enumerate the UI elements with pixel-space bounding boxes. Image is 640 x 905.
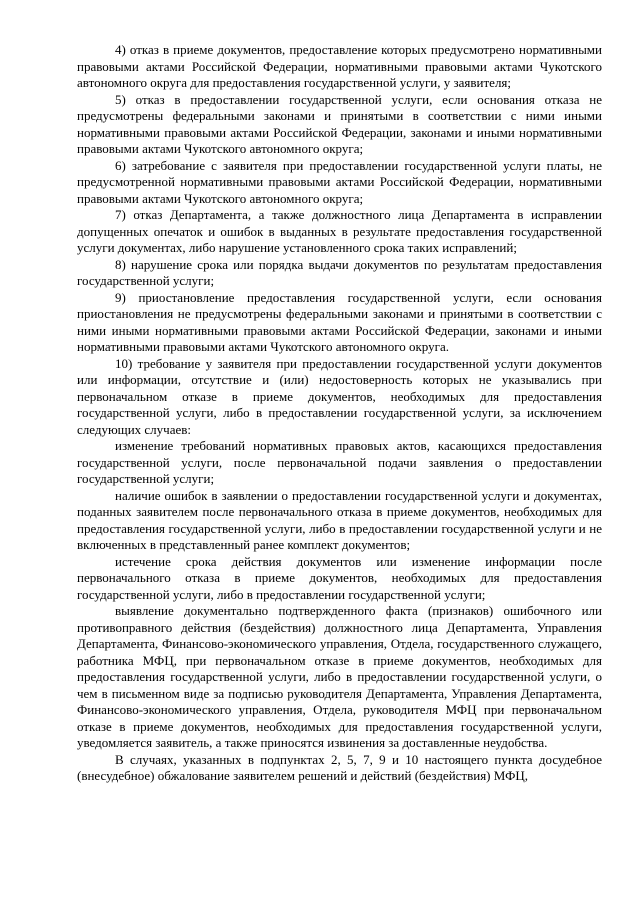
exception-case-2: наличие ошибок в заявлении о предоставлении государственной услуги и документах, поданных заявителем после первоначального отказа в приеме документов, необходимых для предоставления государственной услуги, либо в предоставлении государственной услуги и не включенных в представленный ранее комплект документов; <box>77 487 602 552</box>
paragraph-item-9: 9) приостановление предоставления государственной услуги, если основания приостановления не предусмотрены федеральными законами и принятыми в соответствии с ними иными нормативными правовыми актами Российской Федерации, законами и иными нормативными правовыми актами Чукотского автономного округа. <box>77 289 602 354</box>
paragraph-item-6: 6) затребование с заявителя при предоставлении государственной услуги платы, не предусмотренной нормативными правовыми актами Российской Федерации, нормативными правовыми актами Чукотского автономного округа; <box>77 157 602 206</box>
exception-case-3: истечение срока действия документов или изменение информации после первоначального отказа в приеме документов, необходимых для предоставления государственной услуги, либо в предоставлении государственной услуги; <box>77 553 602 602</box>
paragraph-item-4: 4) отказ в приеме документов, предоставление которых предусмотрено нормативными правовыми актами Российской Федерации, нормативными правовыми актами Чукотского автономного округа для предоставления государственной услуги, у заявителя; <box>77 42 602 90</box>
paragraph-item-5: 5) отказ в предоставлении государственной услуги, если основания отказа не предусмотрены федеральными законами и принятыми в соответствии с ними иными нормативными правовыми актами Российской Федерации, законами и иными нормативными правовыми актами Чукотского автономного округа; <box>77 91 602 156</box>
document-page <box>77 42 602 785</box>
paragraph-item-8: 8) нарушение срока или порядка выдачи документов по результатам предоставления государственной услуги; <box>77 256 602 288</box>
exception-case-4: выявление документально подтвержденного факта (признаков) ошибочного или противоправного действия (бездействия) должностного лица Департамента, Управления Департамента, Финансово-экономического управления, Отдела, государственного служащего, работника МФЦ, при первоначальном отказе в приеме документов, необходимых для предоставления государственной услуги, либо в предоставлении государственной услуги, о чем в письменном виде за подписью руководителя Департамента, Управления Департамента, Финансово-экономического управления, Отдела, руководителя МФЦ при первоначальном отказе в приеме документов, необходимых для предоставления государственной услуги, уведомляется заявитель, а также приносятся извинения за доставленные неудобства. <box>77 603 602 750</box>
exception-case-1: изменение требований нормативных правовых актов, касающихся предоставления государственной услуги, после первоначальной подачи заявления о предоставлении государственной услуги; <box>77 438 602 486</box>
paragraph-item-10: 10) требование у заявителя при предоставлении государственной услуги документов или информации, отсутствие и (или) недостоверность которых не указывались при первоначальном отказе в приеме документов, необходимых для предоставления государственной услуги, либо в предоставлении государственной услуги, за исключением следующих случаев: <box>77 355 602 437</box>
closing-paragraph: В случаях, указанных в подпунктах 2, 5, 7, 9 и 10 настоящего пункта досудебное (внесудебное) обжалование заявителем решений и действий (бездействия) МФЦ, <box>77 751 602 783</box>
paragraph-item-7: 7) отказ Департамента, а также должностного лица Департамента в исправлении допущенных опечаток и ошибок в выданных в результате предоставления государственной услуги документах, либо нарушение установленного срока таких исправлений; <box>77 207 602 255</box>
